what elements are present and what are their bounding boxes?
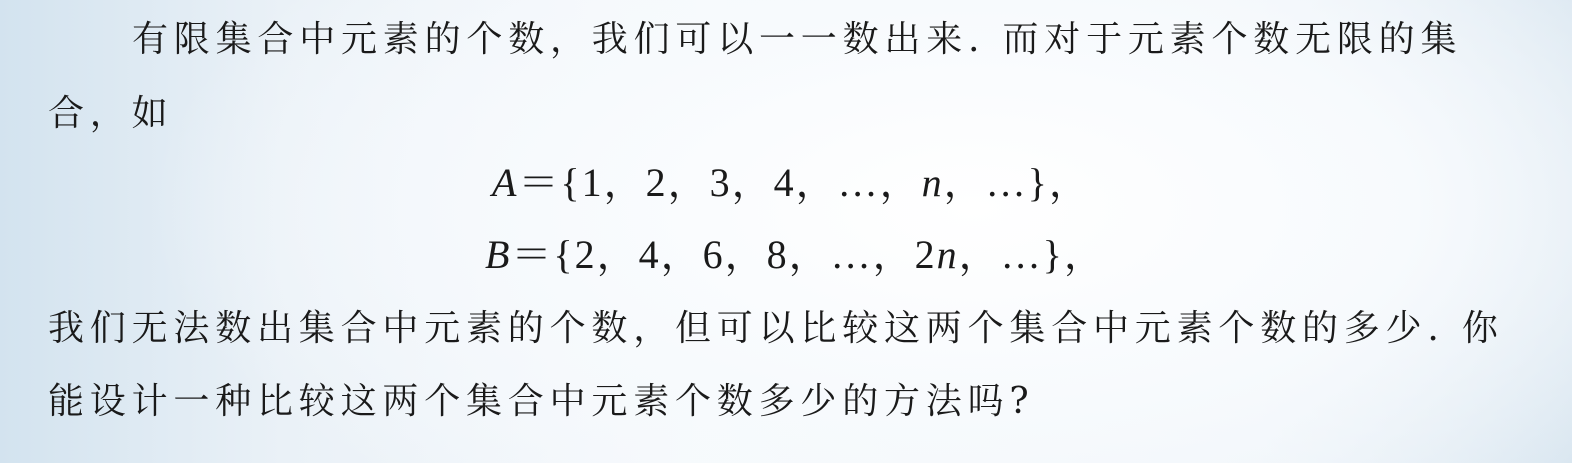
formula-set-a [492,157,1091,209]
formula-b-elements: ＝{2，4，6，8，…，2 [511,232,937,277]
formula-set-b [485,229,1106,281]
formula-b-variable: B [485,232,512,277]
formula-b-tail: ，…}， [958,232,1106,277]
formula-a-tail: ，…}， [943,160,1091,205]
formula-a-elements: ＝{1，2，3，4，…， [518,160,922,205]
formula-a-variable: A [492,160,519,205]
paragraph-1-line-1: 有限集合中元素的个数，我们可以一一数出来. 而对于元素个数无限的集 [132,19,1463,60]
paragraph-1-line-2: 合，如 [48,93,174,134]
formula-a-n: n [921,160,944,205]
paragraph-2-line-2: 能设计一种比较这两个集合中元素个数多少的方法吗? [48,381,1035,422]
paragraph-2-line-1: 我们无法数出集合中元素的个数，但可以比较这两个集合中元素个数的多少. 你 [48,308,1504,349]
formula-b-n: n [936,232,959,277]
